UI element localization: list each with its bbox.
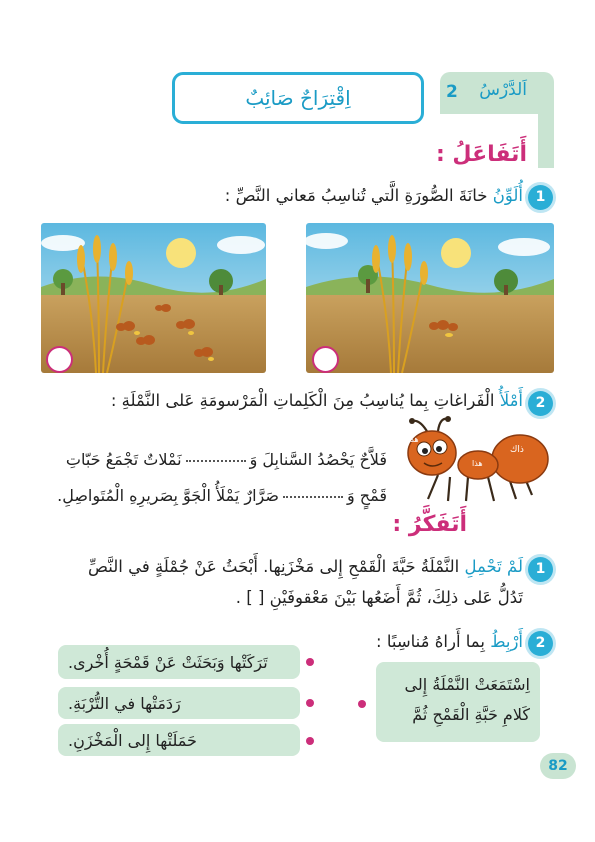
fill-line-1 <box>66 450 387 469</box>
ant-word-head: هذه <box>406 435 419 444</box>
page-title: اِقْتِرَاحٌ صَائِبٌ <box>245 86 351 110</box>
fill-line-1-part-a: فَلاَّحٌ يَحْصُدُ السَّنابِلَ وَ <box>249 450 387 469</box>
fill-line-2 <box>57 486 387 505</box>
match-option-2: رَدَمَتْها في التُّرْبَةِ. <box>58 687 300 719</box>
title-box <box>172 72 424 124</box>
match-option-3-bullet[interactable] <box>306 737 314 745</box>
ant-word-middle: هذا <box>472 459 483 468</box>
scene-illustration-right <box>306 223 554 373</box>
question-1-text <box>225 186 523 205</box>
match-option-2-bullet[interactable] <box>306 699 314 707</box>
fill-line-2-part-b: صَرَّارٌ يَمْلَأُ الْجَوَّ بِصَريرِهِ الْمُتَواصِلِ. <box>57 486 279 505</box>
question-4-badge: 2 <box>528 631 553 656</box>
match-option-1: تَرَكَتْها وَبَحَثَتْ عَنْ قَمْحَةٍ أُخْرى. <box>58 645 300 679</box>
ant-word-tail: ذاك <box>510 445 524 455</box>
question-2-badge: 2 <box>528 391 553 416</box>
question-3-line-2: تَدُلُّ عَلى ذلِكَ، ثُمَّ أَضَعُها بَيْنَ مَعْقوفَيْنِ [ ] . <box>235 588 523 607</box>
match-option-3: حَمَلَتْها إِلى الْمَخْزَنِ. <box>58 724 300 756</box>
lesson-label: اَلدَّرْسُ <box>479 80 527 100</box>
question-3-body-1: النَّمْلَةُ حَبَّةَ الْقَمْحِ إِلى مَخْزَنِها. أَبْحَثُ عَنْ جُمْلَةٍ في النَّصِّ <box>88 557 460 576</box>
question-4-body: بِما أَراهُ مُناسِبًا : <box>376 632 485 651</box>
match-option-1-bullet[interactable] <box>306 658 314 666</box>
lesson-number: 2 <box>446 82 458 102</box>
question-2-text <box>111 391 523 410</box>
match-source-line-1: اِسْتَمَعَتْ النَّمْلَةُ إِلى <box>404 675 530 694</box>
section-heading-think: أَتَفَكَّرُ : <box>392 512 467 537</box>
match-source-box <box>376 662 540 742</box>
match-source-line-2: كَلامِ حَبَّةِ الْقَمْحِ ثُمَّ <box>412 705 530 724</box>
question-3-line-1 <box>88 557 523 576</box>
question-1-verb: أُلَوِّنُ <box>492 186 523 205</box>
scene-image-right <box>306 223 554 373</box>
fill-blank-1[interactable] <box>186 460 246 462</box>
question-3-verb: لَمْ تَحْمِلِ <box>464 557 523 576</box>
question-1-badge: 1 <box>528 185 553 210</box>
question-3-badge: 1 <box>528 557 553 582</box>
scene-left-checkbox[interactable] <box>46 346 73 373</box>
fill-blank-2[interactable] <box>283 496 343 498</box>
section-heading-interact: أَتَفَاعَلُ : <box>435 142 527 167</box>
page-number: 82 <box>540 753 576 779</box>
lesson-tab-strip <box>538 114 554 168</box>
scene-illustration-left <box>41 223 266 373</box>
match-source-bullet[interactable] <box>358 700 366 708</box>
fill-line-1-part-b: نَمْلاتٌ تَجْمَعُ حَبّاتِ <box>65 450 182 469</box>
fill-line-2-part-a: قَمْحٍ وَ <box>346 486 387 505</box>
question-4-verb: أَرْبِطُ <box>490 632 523 651</box>
question-1-body: خانَةَ الصُّورَةِ الَّتي تُناسِبُ مَعاني النَّصِّ : <box>224 186 488 205</box>
question-2-body: الْفَراغاتِ بِما يُناسِبُ مِنَ الْكَلِماتِ الْمَرْسومَةِ عَلى النَّمْلَةِ : <box>110 391 495 410</box>
scene-right-checkbox[interactable] <box>312 346 339 373</box>
question-2-verb: أَمْلَأُ <box>499 391 523 410</box>
scene-image-left <box>41 223 266 373</box>
ant-illustration <box>398 415 550 505</box>
question-4-text <box>376 632 523 651</box>
